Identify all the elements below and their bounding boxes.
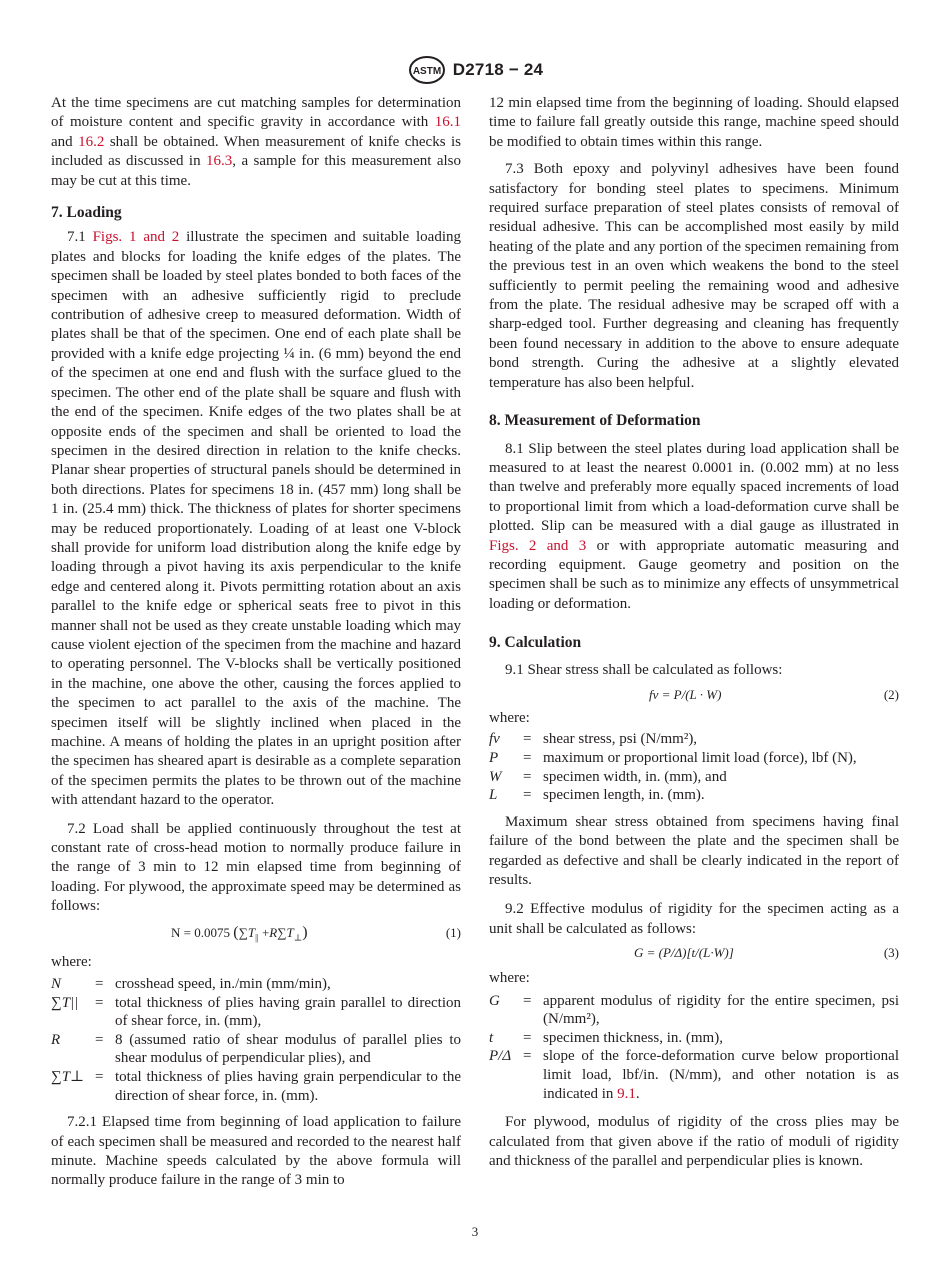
ref-16-2-link[interactable]: 16.2 (78, 133, 105, 150)
paragraph-max-shear: Maximum shear stress obtained from specimens having final failure of the bond between the plate and the specimen shall be regarded as defective and shall be clearly indicated in the report of results. (489, 813, 899, 888)
equation-3: G = (P/Δ)[t/(L·W)] (3) (489, 943, 899, 965)
variable-row: W = specimen width, in. (mm), and (489, 768, 727, 785)
variable-row: P = maximum or proportional limit load (force), lbf (N), (489, 749, 857, 766)
where-label-3: where: (489, 970, 530, 987)
paragraph-plywood: For plywood, modulus of rigidity of the cross plies may be calculated from that given above if the ratio of moduli of rigidity and thickness of the parallel and perpendicular plies is known. (489, 1114, 899, 1169)
where-label-1: where: (51, 953, 92, 970)
variable-list-1 (51, 975, 461, 1105)
continued-paragraph: 12 min elapsed time from the beginning of loading. Should elapsed time to failure fall greatly outside this range, machine speed should be modified to obtain times within this range. (489, 95, 899, 150)
page-number: 3 (471, 1224, 479, 1239)
ref-16-1-link[interactable]: 16.1 (434, 114, 461, 131)
paragraph-9-2: 9.2 Effective modulus of rigidity for the specimen acting as a unit shall be calculated as follows: (489, 901, 899, 937)
svg-text:ASTM: ASTM (412, 66, 441, 77)
where-label-2: where: (489, 709, 530, 726)
section-9-heading: 9. Calculation (489, 634, 582, 652)
equation-1: N = 0.0075 $(\sum T_{||} +R\sum T_\perp)$ (1) (171, 923, 461, 943)
section-8-heading: 8. Measurement of Deformation (489, 412, 701, 430)
variable-row: ∑T|| = total thickness of plies having grain parallel to direction of shear force, in. (mm), (51, 994, 461, 1030)
section-7-heading: 7. Loading (51, 204, 122, 222)
variable-list-3 (489, 992, 899, 1104)
equation-2: fv = P/(L · W) (2) (489, 685, 899, 707)
equation-3-number: (3) (883, 945, 899, 961)
paragraph-7-1: 7.1 Figs. 1 and 2 illustrate the specimen and suitable loading plates and blocks for loading the knife edges of the plates. The specimen shall be loaded by steel plates bonded to both faces of the specimen with an adhesive sufficiently rigid to preclude contribution of adhesive creep to measured deformation. Width of plates shall be that of the specimen. One end of each plate shall be provided with a knife edge projecting ¼ in. (6 mm) beyond the end of the specimen at one end and flush with the surface glued to the specimen. The other end of the plate shall be square and flush with the end of the specimen. Knife edges of the two plates shall be at opposite ends of the specimen and shall be oriented to load the specimen in the desired direction in relation to the knife checks. Planar shear properties of structural panels should be determined in both directions. Plates for specimens 18 in. (457 mm) long shall be 1 in. (25.4 mm) thick. The thickness of plates for shorter specimens may be reduced proportionately. Loading of at least one V-block shall provide for uniform load distribution along the knife edge by loading through a pivot having its axis perpendicular to the knife edge and centered along it. Pivots permitting rotation about an axis parallel to the knife edge or spherical seats free to pivot in this manner shall not be used as they create unstable loading which may cause violent ejection of the specimen from the machine and hazard to operating personnel. The V-blocks shall be vertically positioned in the machine, one above the other, causing the forces applied to the specimen to act parallel to the axis of the machine. The specimen itself will be slightly inclined when placed in the machine. A means of holding the plates in an upright position after the specimen has sheared apart is desirable as a complete separation of the specimen permits the plates to be thrown out of the machine with attendant hazard to the operator. (51, 229, 462, 809)
variable-row: N = crosshead speed, in./min (mm/min), (51, 976, 331, 993)
page-header (0, 55, 950, 85)
figs-2-3-link[interactable]: Figs. 2 and 3 (489, 537, 587, 554)
astm-logo-icon (407, 55, 447, 85)
paragraph-7-2-1: 7.2.1 Elapsed time from beginning of load application to failure of each specimen shall be measured and recorded to the nearest half minute. Machine speeds calculated by the above formula will normally produce failure in the range of 3 min to (51, 1114, 461, 1189)
variable-row: R = 8 (assumed ratio of shear modulus of parallel plies to shear modulus of perpendicular plies), and (51, 1031, 461, 1067)
left-column (51, 94, 461, 1191)
equation-1-number: (1) (445, 924, 461, 940)
paragraph-7-2: 7.2 Load shall be applied continuously throughout the test at constant rate of cross-head motion to normally produce failure in the range of 3 min to 12 min elapsed time from beginning of loading. For plywood, the approximate speed may be determined as follows: (51, 820, 461, 915)
variable-row: ∑T⊥ = total thickness of plies having grain perpendicular to the direction of shear force, in. (mm). (51, 1069, 461, 1104)
equation-2-number: (2) (883, 686, 899, 702)
figs-1-2-link[interactable]: Figs. 1 and 2 (92, 229, 180, 246)
paragraph-8-1: 8.1 Slip between the steel plates during load application shall be measured to at least the nearest 0.0001 in. (0.002 mm) at no less than twelve and preferably more equally spaced increments of load to proportional limit from which a load-deformation curve shall be plotted. Slip can be measured with a dial gauge as illustrated in Figs. 2 and 3 or with appropriate automatic measuring and recording equipment. Gauge geometry and position on the specimen shall be such as to minimize any effects of unsymmetrical loading or deformation. (489, 440, 899, 612)
paragraph-9-1: 9.1 Shear stress shall be calculated as follows: (505, 661, 783, 678)
variable-row: G = apparent modulus of rigidity for the entire specimen, psi (N/mm²), (489, 992, 899, 1028)
standard-designation: D2718 − 24 (452, 60, 544, 80)
ref-16-3-link[interactable]: 16.3 (206, 153, 233, 170)
ref-9-1-link[interactable]: 9.1 (617, 1085, 636, 1102)
paragraph-7-3: 7.3 Both epoxy and polyvinyl adhesives have been found satisfactory for bonding steel plates to specimens. Minimum required surface preparation of steel plates consists of removal of residual adhesive. This can be accomplished most easily by mild heating of the plate and any portion of the specimen remaining from the previous test in an oven which weakens the bond to the steel sufficiently to permit peeling the remaining wood and adhesive from the plate. The residual adhesive may be scraped off with a sharp-edged tool. Further degreasing and cleaning has frequently been found necessary in addition to the above to ensure adequate bond strength. Curing the adhesive at a slightly elevated temperature has also been helpful. (489, 161, 899, 391)
right-column (489, 94, 899, 1171)
variable-row: fv = shear stress, psi (N/mm²), (489, 731, 698, 748)
variable-list-2 (489, 730, 899, 804)
variable-row: t = specimen thickness, in. (mm), (489, 1029, 723, 1046)
variable-row: P/Δ = slope of the force-deformation curve below proportional limit load, lbf/in. (N/mm), and other notation is as indicated in 9.1. (489, 1048, 899, 1102)
intro-paragraph: At the time specimens are cut matching samples for determination of moisture content and specific gravity in accordance with 16.1 and 16.2 shall be obtained. When measurement of knife checks is included as discussed in 16.3, a sample for this measurement also may be cut at this time. (51, 95, 462, 189)
variable-row: L = specimen length, in. (mm). (489, 787, 705, 804)
